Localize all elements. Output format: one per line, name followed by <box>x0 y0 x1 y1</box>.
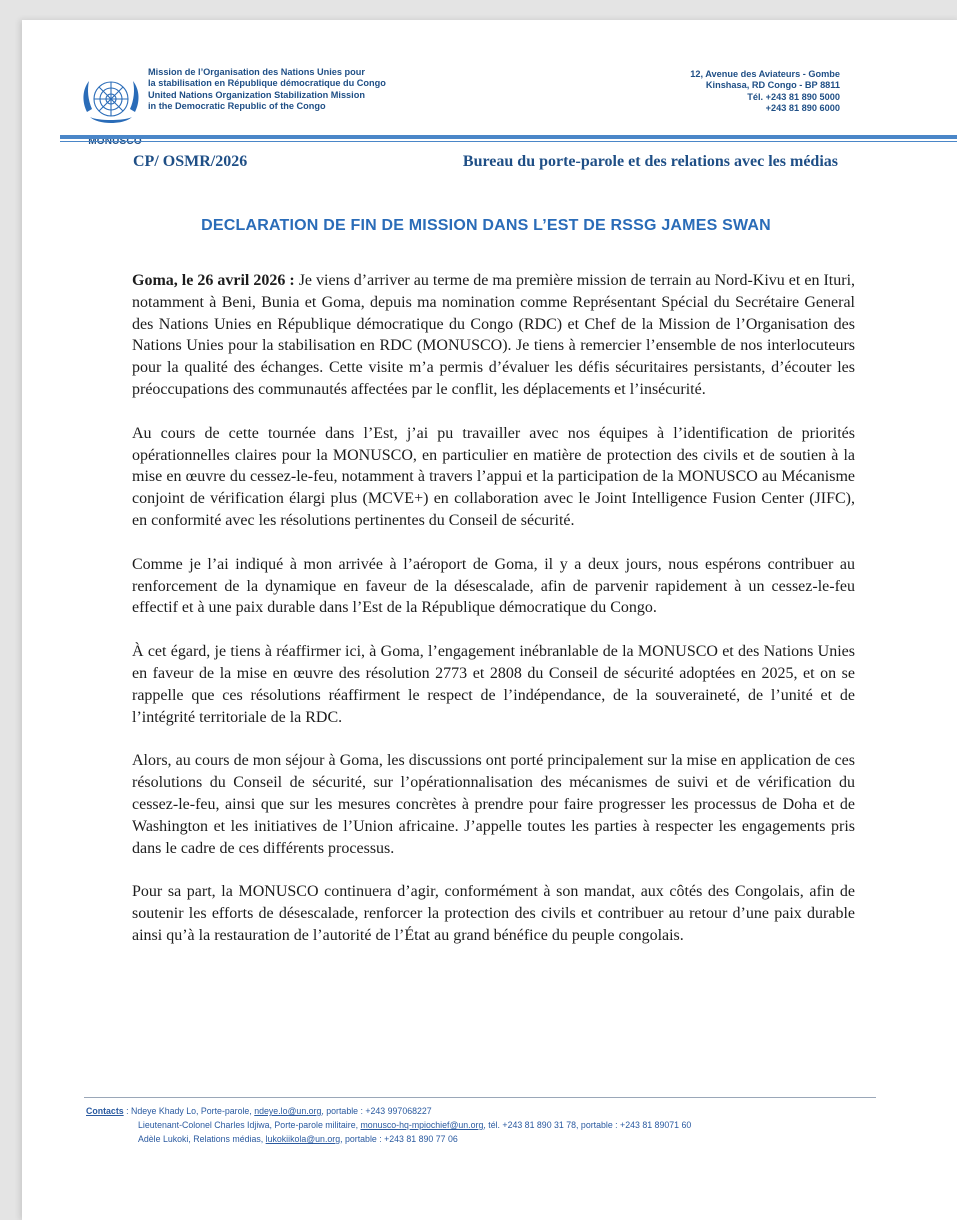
contact-row <box>86 1118 691 1132</box>
footer-divider <box>84 1097 876 1098</box>
address-line: +243 81 890 6000 <box>765 102 840 113</box>
paragraph: À cet égard, je tiens à réaffirmer ici, à Goma, l’engagement inébranlable de la MONUSCO et des Nations Unies en faveur de la mise en œuvre des résolution 2773 et 2808 du Conseil de sécurité adoptées en 2025, et on se rappelle que ces résolutions réaffirment le respect de l’indépendance, de la souveraineté, de l’unité et de l’intégrité territoriale de la RDC. <box>132 643 855 726</box>
paragraph: Alors, au cours de mon séjour à Goma, les discussions ont porté principalement sur la mise en application de ces résolutions du Conseil de sécurité, sur l’opérationnalisation des mécanismes de suivi et de vérification du cessez-le-feu, ainsi que sur les mesures concrètes à prendre pour faire progresser les processus de Doha et de Washington et les initiatives de l’Union africaine. J’appelle toutes les parties à respecter les engagements pris dans le cadre de ces différents processus. <box>132 752 855 857</box>
un-emblem-icon <box>78 72 144 134</box>
contact-phones: , portable : +243 997068227 <box>321 1106 432 1116</box>
address-line: Kinshasa, RD Congo - BP 8811 <box>705 80 840 91</box>
document-page <box>22 20 957 1220</box>
org-line: la stabilisation en République démocratique du Congo <box>148 78 386 89</box>
contact-name: Lieutenant-Colonel Charles Idjiwa, Porte-parole militaire, <box>138 1120 359 1130</box>
organization-name <box>148 67 386 112</box>
address-block <box>690 69 840 114</box>
contact-phones: , tél. +243 81 890 31 78, portable : +243 81 89071 60 <box>483 1120 692 1130</box>
contact-email-link[interactable]: lukokiikola@un.org <box>265 1134 341 1144</box>
header-divider-thin <box>60 141 957 142</box>
reference-number: CP/ OSMR/2026 <box>133 153 248 170</box>
contact-name: Adèle Lukoki, Relations médias, <box>138 1134 264 1144</box>
bureau-name: Bureau du porte-parole et des relations avec les médias <box>462 153 838 170</box>
document-title: DECLARATION DE FIN DE MISSION DANS L’EST DE RSSG JAMES SWAN <box>201 217 771 234</box>
paragraph: Au cours de cette tournée dans l’Est, j’ai pu travailler avec nos équipes à l’identification de priorités opérationnelles claires pour la MONUSCO, en particulier en matière de protection des civils et de soutien à la mise en œuvre du cessez-le-feu, notamment à travers l’appui et la participation de la MONUSCO au Mécanisme conjoint de vérification élargi plus (MCVE+) en collaboration avec le Joint Intelligence Fusion Center (JIFC), en conformité avec les résolutions pertinentes du Conseil de sécurité. <box>132 424 855 529</box>
contact-phones: , portable : +243 81 890 77 06 <box>340 1134 458 1144</box>
header-divider <box>60 135 957 139</box>
contacts-footer <box>86 1104 691 1146</box>
contact-name: Ndeye Khady Lo, Porte-parole, <box>130 1106 252 1116</box>
org-line: in the Democratic Republic of the Congo <box>148 100 326 111</box>
contact-email-link[interactable]: monusco-hq-mpiochief@un.org <box>360 1120 484 1130</box>
contact-row <box>86 1132 691 1146</box>
contact-row: Contacts : Ndeye Khady Lo, Porte-parole, ndeye.lo@un.org, portable : +243 997068227 <box>86 1106 432 1116</box>
address-line: Tél. +243 81 890 5000 <box>747 91 840 102</box>
org-line: Mission de l’Organisation des Nations Unies pour <box>148 67 365 77</box>
document-body <box>132 270 855 969</box>
paragraph-text: Je viens d’arriver au terme de ma première mission de terrain au Nord-Kivu et en Ituri, notamment à Beni, Bunia et Goma, depuis ma nomination comme Représentant Spécial du Secrétaire General des Nations Unies en République démocratique du Congo (RDC) et Chef de la Mission de l’Organisation des Nations Unies pour la stabilisation en RDC (MONUSCO). Je tiens à remercier l’ensemble de nos interlocuteurs pour la qualité des échanges. Cette visite m’a permis d’évaluer les défis sécuritaires persistants, d’écouter les préoccupations des communautés affectées par le conflit, les déplacements et l’insécurité. <box>132 272 856 398</box>
dateline: Goma, le 26 avril 2026 : <box>132 272 295 289</box>
address-line: 12, Avenue des Aviateurs - Gombe <box>690 69 840 79</box>
paragraph: Comme je l’ai indiqué à mon arrivée à l’aéroport de Goma, il y a deux jours, nous espérons contribuer au renforcement de la dynamique en faveur de la désescalade, afin de parvenir rapidement à un cessez-le-feu effectif et à une paix durable dans l’Est de la République démocratique du Congo. <box>132 555 855 617</box>
contact-email-link[interactable]: ndeye.lo@un.org <box>254 1106 322 1116</box>
paragraph <box>132 270 855 401</box>
paragraph: Pour sa part, la MONUSCO continuera d’agir, conformément à son mandat, aux côtés des Congolais, afin de soutenir les efforts de désescalade, renforcer la protection des civils et contribuer au retour d’une paix durable ainsi qu’à la restauration de l’autorité de l’État au grand bénéfice du peuple congolais. <box>132 883 855 944</box>
contacts-label: Contacts <box>86 1106 124 1116</box>
org-line: United Nations Organization Stabilization Mission <box>148 89 365 100</box>
